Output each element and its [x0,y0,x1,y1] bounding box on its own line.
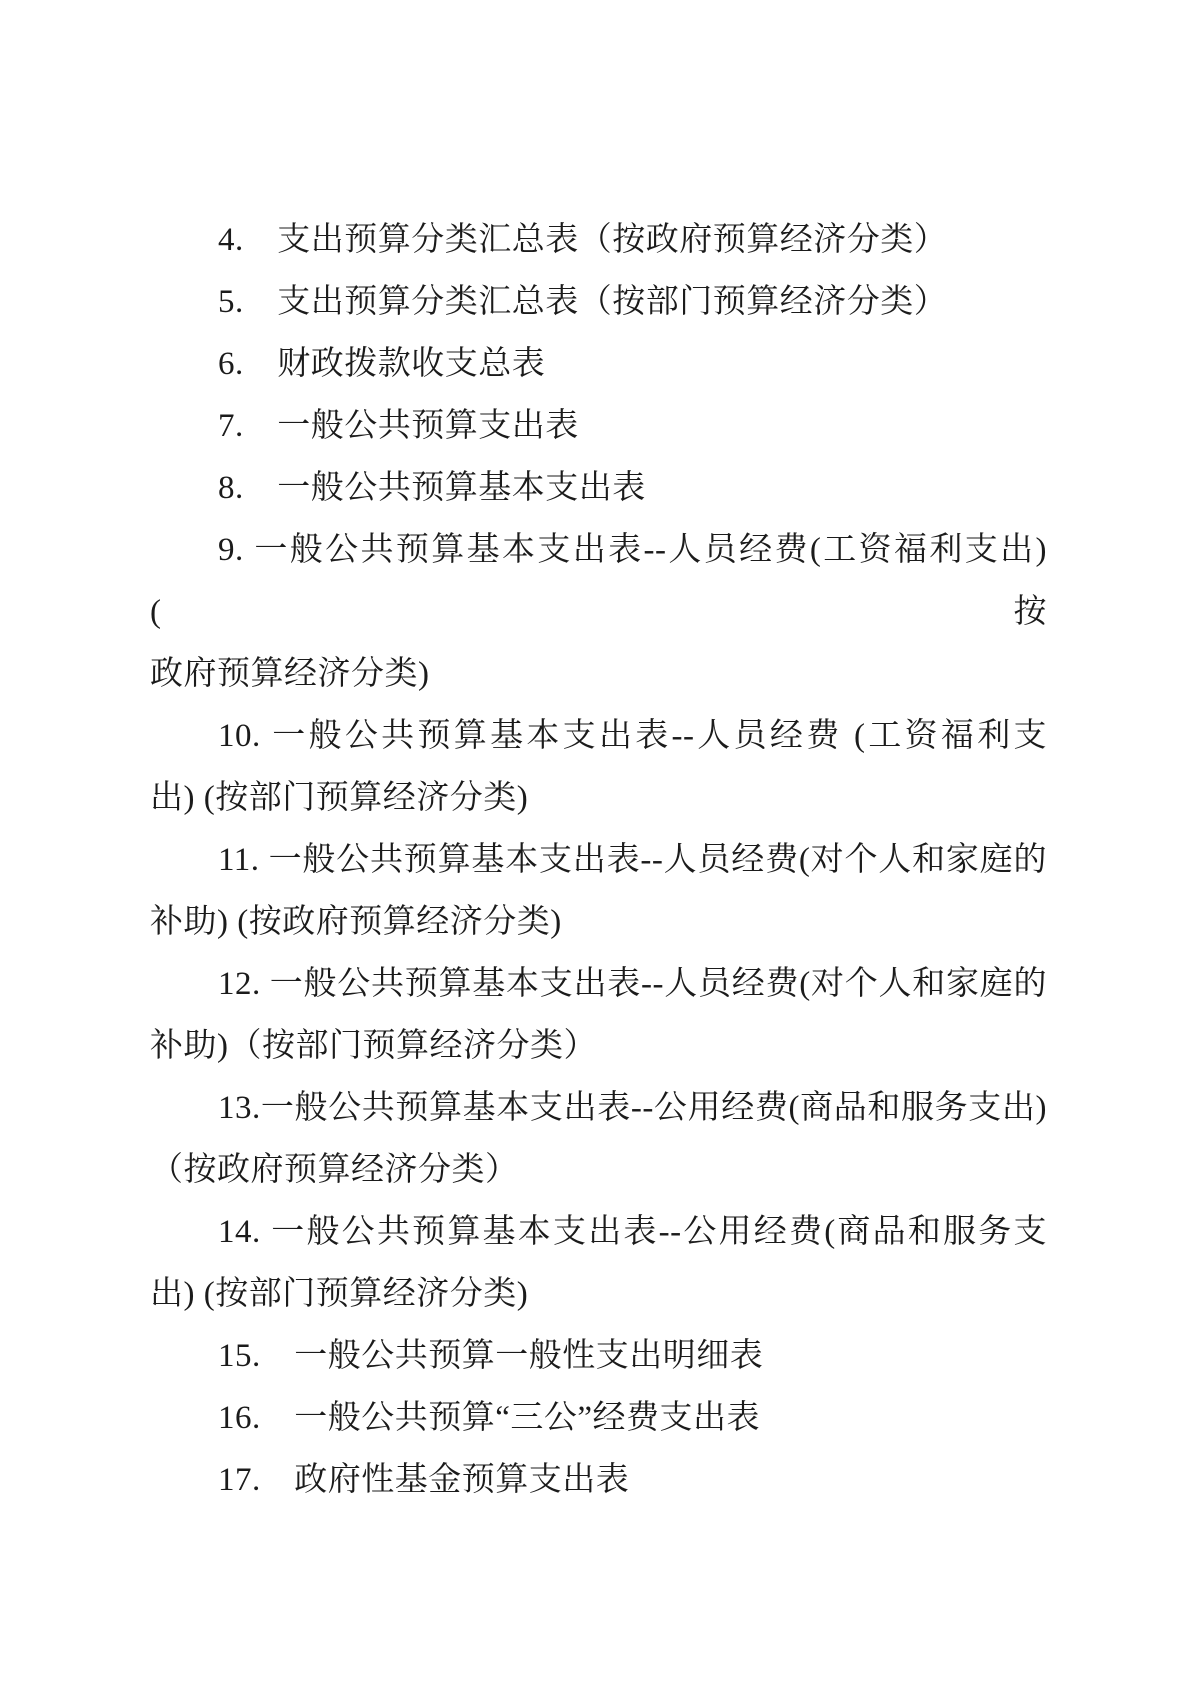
list-item-line: 9. 一般公共预算基本支出表--人员经费(工资福利支出) (按 [150,532,1047,630]
list-item-13 [150,1077,1047,1201]
list-item-line: 政府预算经济分类) [150,656,430,692]
list-item-12 [150,953,1047,1077]
list-item-17 [150,1449,1047,1511]
list-item-line: 14. 一般公共预算基本支出表--公用经费(商品和服务支 [218,1214,1047,1250]
list-item-line: 5. 支出预算分类汇总表（按部门预算经济分类） [218,284,948,320]
list-item-line: 7. 一般公共预算支出表 [218,408,579,444]
list-item-5 [150,271,1047,333]
list-item-8 [150,457,1047,519]
list-item-11 [150,829,1047,953]
list-item-line: 补助)（按部门预算经济分类） [150,1028,597,1064]
list-item-line: 4. 支出预算分类汇总表（按政府预算经济分类） [218,222,948,258]
list-item-line: 13.一般公共预算基本支出表--公用经费(商品和服务支出) [218,1090,1047,1126]
list-item-14 [150,1201,1047,1325]
list-item-10 [150,705,1047,829]
list-item-9 [150,519,1047,705]
list-item-line: 15. 一般公共预算一般性支出明细表 [218,1338,764,1374]
list-item-6 [150,333,1047,395]
list-item-line: 8. 一般公共预算基本支出表 [218,470,646,506]
list-item-16 [150,1387,1047,1449]
list-item-line: 出) (按部门预算经济分类) [150,780,529,816]
list-item-line: 16. 一般公共预算“三公”经费支出表 [218,1400,761,1436]
list-item-4 [150,209,1047,271]
list-item-line: 17. 政府性基金预算支出表 [218,1462,630,1498]
list-item-line: 10. 一般公共预算基本支出表--人员经费 (工资福利支 [218,718,1047,754]
appendix-table-list [150,209,1047,1511]
list-item-line: 11. 一般公共预算基本支出表--人员经费(对个人和家庭的 [218,842,1047,878]
list-item-line: 12. 一般公共预算基本支出表--人员经费(对个人和家庭的 [218,966,1047,1002]
list-item-line: 补助) (按政府预算经济分类) [150,904,562,940]
list-item-line: 6. 财政拨款收支总表 [218,346,546,382]
list-item-line: 出) (按部门预算经济分类) [150,1276,529,1312]
list-item-15 [150,1325,1047,1387]
list-item-line: （按政府预算经济分类） [150,1152,519,1188]
list-item-7 [150,395,1047,457]
